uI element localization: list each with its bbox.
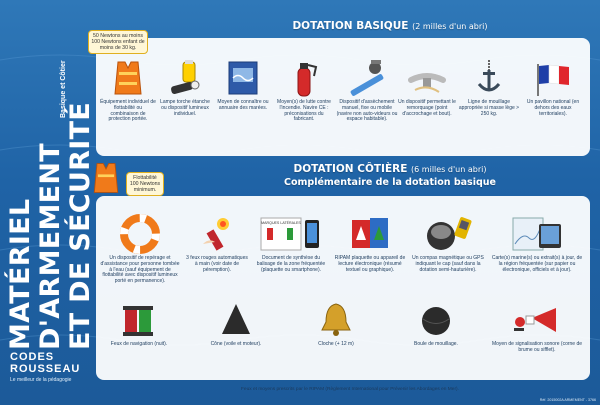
caption-mouillage: Ligne de mouillage appropriée si masse lège > 250 kg. — [458, 99, 520, 117]
item-balisage — [254, 214, 328, 273]
title-line-2: ET DE SÉCURITÉ — [65, 101, 96, 350]
item-incendie — [274, 58, 334, 123]
compass-gps-icon — [423, 214, 473, 254]
item-assechement — [336, 58, 398, 123]
bilge-pump-icon — [345, 58, 389, 98]
buoyage-chart-label: MARQUES LATÉRALES — [261, 221, 301, 225]
caption-signal-sonore: Moyen de signalisation sonore (corne de brume ou sifflet). — [491, 341, 583, 353]
caption-cone: Cône (voile et moteur). — [210, 341, 262, 347]
caption-compas: Un compas magnétique ou GPS indiquant le cap (sauf dans la dotation semi-hauturière). — [412, 255, 484, 273]
item-reperage — [100, 214, 180, 285]
buoyage-chart-icon — [259, 214, 323, 254]
caption-cartes: Carte(s) marine(s) ou extrait(s) à jour, de la région fréquentée (sur papier ou électronique, officiels et à jour). — [491, 255, 583, 273]
caption-assechement: Dispositif d'assèchement manuel, fixe ou mobile (navire non auto-videurs ou espace habitable). — [336, 99, 398, 123]
cotiere-title-main: DOTATION CÔTIÈRE — [293, 163, 408, 175]
lifebuoy-icon — [118, 214, 162, 254]
cotiere-title-note: (6 milles d'un abri) — [411, 165, 487, 174]
lifejacket-icon — [113, 58, 143, 98]
torch-icon — [165, 58, 205, 98]
item-pavillon — [522, 58, 584, 117]
caption-marees: Moyen de connaître ou annuaire des marées. — [217, 99, 269, 111]
item-remorquage — [398, 58, 456, 117]
caption-ripam: RIPAM plaquette ou appareil de lecture électronique (résumé textuel ou graphique). — [334, 255, 406, 273]
anchor-icon — [469, 58, 509, 98]
item-marees — [214, 58, 272, 112]
poster-subtitle: Basique et Côtier — [60, 60, 67, 118]
item-lampe — [158, 58, 212, 117]
caption-cloche — [296, 342, 376, 348]
item-signal-sonore — [490, 300, 584, 354]
basique-note: 50 Newtons au moins 100 Newtons enfant de moins de 30 kg. — [88, 30, 148, 54]
fog-horn-icon — [512, 300, 562, 340]
item-cartes — [490, 214, 584, 273]
lifejacket-100n-icon — [90, 160, 122, 196]
caption-remorquage: Un dispositif permettant le remorquage (point d'accrochage et bout). — [398, 99, 456, 117]
ripam-booklet-icon — [348, 214, 392, 254]
item-cone — [196, 300, 276, 348]
nautical-chart-icon — [509, 214, 565, 254]
logo-line-1: CODES — [10, 351, 55, 363]
basique-title-main: DOTATION BASIQUE — [292, 20, 409, 32]
footer-note: Feux et moyens prescrits par le RIPAM (Règlement International pour Prévenir les Abordages en Mer). — [240, 387, 459, 392]
cone-icon — [216, 300, 256, 340]
sidebar — [0, 0, 96, 405]
hand-flare-icon — [197, 214, 237, 254]
anchor-ball-icon — [416, 300, 456, 340]
navigation-light-icon — [119, 300, 159, 340]
logo-line-2: ROUSSEAU — [10, 363, 81, 375]
basique-title — [200, 20, 580, 32]
item-ripam — [334, 214, 406, 273]
cotiere-lifejacket — [90, 160, 124, 201]
publisher-logo — [10, 352, 90, 383]
cleat-icon — [407, 58, 447, 98]
caption-incendie: Moyen(s) de lutte contre l'incendie. Navire CE : préconisations du fabricant. — [277, 99, 331, 123]
poster-title — [6, 10, 96, 350]
caption-balisage: Document de synthèse du balisage de la zone fréquentée (plaquette ou smartphone). — [256, 255, 326, 273]
fire-extinguisher-icon — [289, 58, 319, 98]
tide-book-icon — [225, 58, 261, 98]
title-line-1: MATÉRIEL D'ARMEMENT — [5, 142, 66, 350]
bell-icon — [316, 300, 356, 340]
item-boule — [396, 300, 476, 348]
item-cloche — [296, 300, 376, 348]
logo-tagline: Le meilleur de la pédagogie — [10, 377, 72, 383]
caption-lampe: Lampe torche étanche ou dispositif lumineux individuel. — [160, 99, 210, 117]
caption-pavillon: Un pavillon national (en dehors des eaux territoriales). — [526, 99, 580, 117]
cloche-label: Cloche — [318, 341, 334, 347]
item-compas — [412, 214, 484, 273]
cotiere-note: Flottabilité 100 Newtons minimum. — [126, 172, 164, 196]
item-flottabilite — [100, 58, 156, 123]
cotiere-title — [200, 163, 580, 189]
cotiere-subtitle: Complémentaire de la dotation basique — [284, 177, 496, 188]
caption-boule: Boule de mouillage. — [414, 341, 458, 347]
item-mouillage — [458, 58, 520, 117]
item-feux-rouges — [186, 214, 248, 273]
basique-title-note: (2 milles d'un abri) — [412, 22, 488, 31]
reference-code: Réf. 2015002A ARMEMENT - 3766 — [539, 398, 596, 402]
cloche-extra: (+ 12 m) — [335, 341, 354, 347]
french-flag-icon — [533, 58, 573, 98]
item-feux-navigation — [100, 300, 178, 348]
caption-reperage: Un dispositif de repérage et d'assistance pour personne tombée à l'eau (sauf équipement de flottabilité avec dispositif lumineux porté en permanence). — [100, 255, 180, 285]
caption-feux-navigation: Feux de navigation (nuit). — [110, 341, 168, 347]
caption-feux-rouges: 3 feux rouges automatiques à main (voir date de péremption). — [186, 255, 248, 273]
caption-flottabilite: Équipement individuel de flottabilité ou combinaison de protection portée. — [100, 99, 156, 123]
